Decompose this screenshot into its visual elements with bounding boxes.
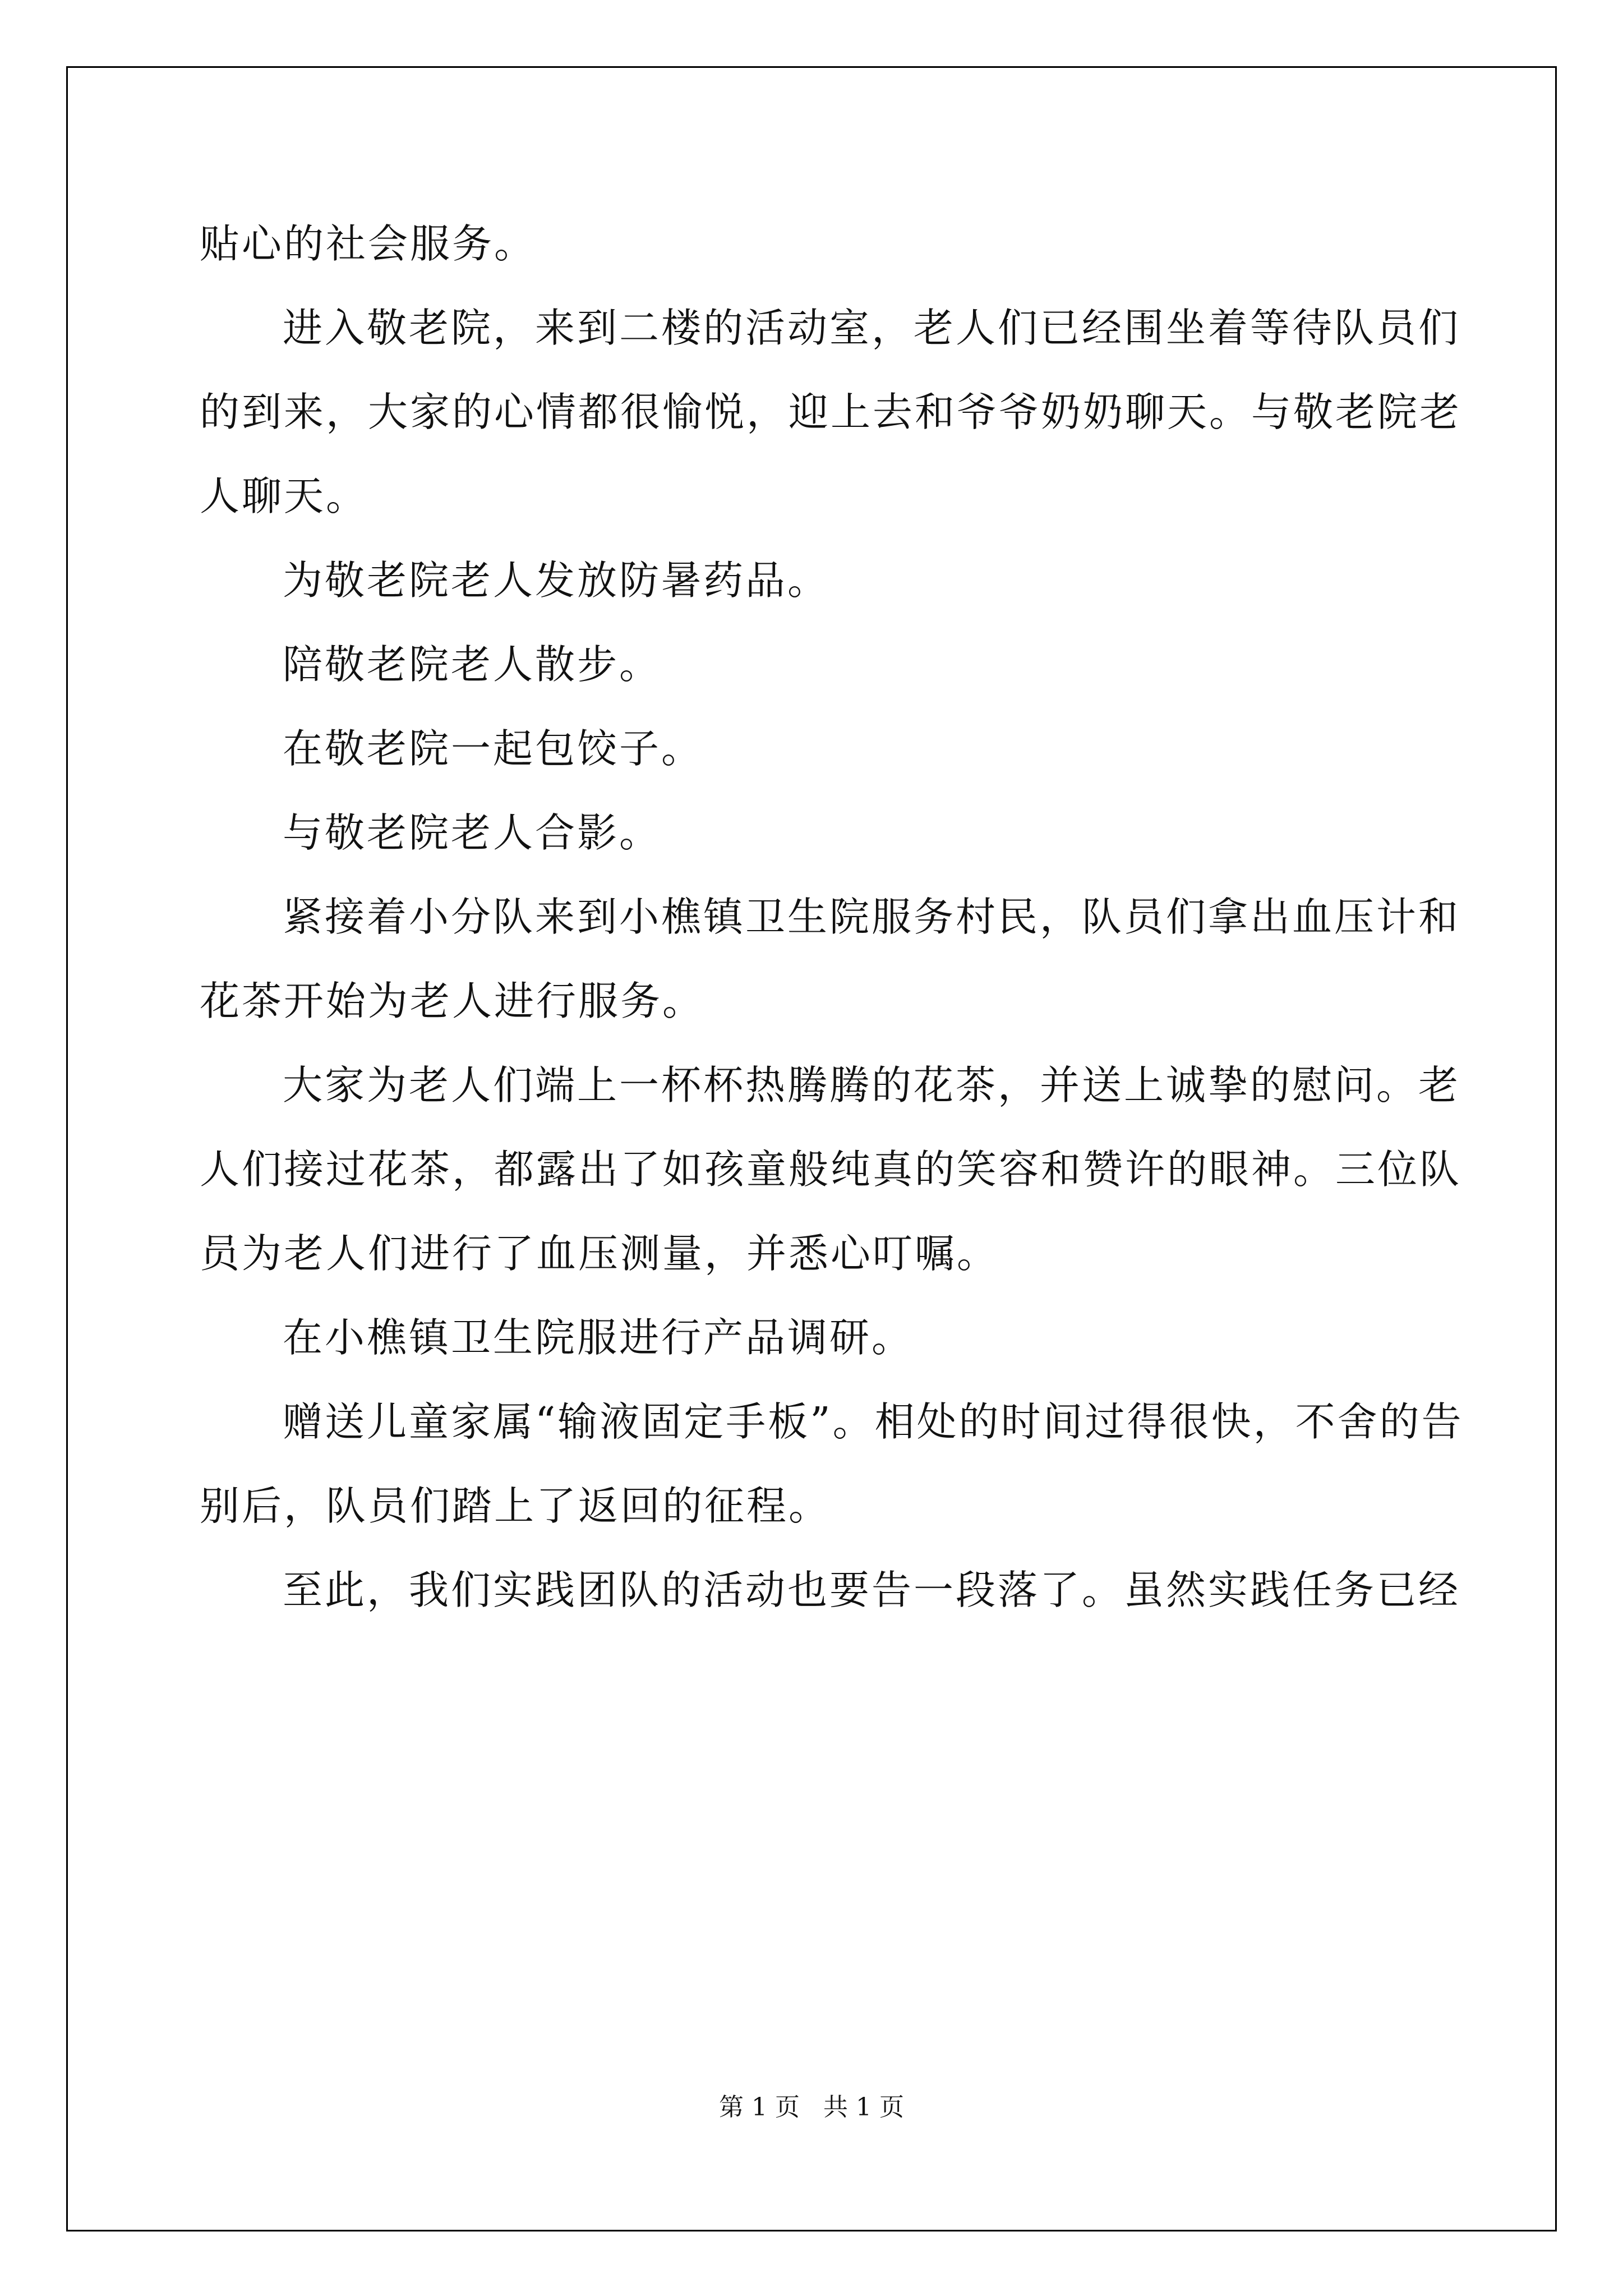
text-line: 为敬老院老人发放防暑药品。 bbox=[283, 557, 830, 604]
page-number: 第 1 页 bbox=[719, 2093, 800, 2122]
text-line: 别后，队员们踏上了返回的征程。 bbox=[200, 1483, 831, 1529]
text-line: 至此，我们实践团队的活动也要告一段落了。虽然实践任务已经 bbox=[283, 1567, 1461, 1613]
text-line: 在小樵镇卫生院服进行产品调研。 bbox=[283, 1314, 914, 1361]
text-line: 大家为老人们端上一杯杯热腾腾的花茶，并送上诚挚的慰问。老 bbox=[283, 1062, 1461, 1108]
text-line: 在敬老院一起包饺子。 bbox=[283, 725, 704, 772]
text-line: 进入敬老院，来到二楼的活动室，老人们已经围坐着等待队员们 bbox=[283, 305, 1461, 351]
text-line: 人们接过花茶，都露出了如孩童般纯真的笑容和赞许的眼神。三位队 bbox=[200, 1146, 1462, 1193]
page-footer bbox=[0, 2087, 1623, 2123]
text-line: 与敬老院老人合影。 bbox=[283, 809, 662, 856]
text-line: 陪敬老院老人散步。 bbox=[283, 641, 662, 688]
text-line: 员为老人们进行了血压测量，并悉心叮嘱。 bbox=[200, 1230, 999, 1277]
text-line: 赠送儿童家属“输液固定手板”。相处的时间过得很快，不舍的告 bbox=[283, 1398, 1464, 1445]
text-line: 的到来，大家的心情都很愉悦，迎上去和爷爷奶奶聊天。与敬老院老 bbox=[200, 389, 1462, 435]
document-body bbox=[200, 202, 1464, 1632]
text-line: 紧接着小分队来到小樵镇卫生院服务村民，队员们拿出血压计和 bbox=[283, 894, 1461, 940]
page-total: 共 1 页 bbox=[823, 2093, 904, 2122]
text-line: 花茶开始为老人进行服务。 bbox=[200, 978, 705, 1024]
text-line: 人聊天。 bbox=[200, 473, 368, 519]
text-line: 贴心的社会服务。 bbox=[200, 220, 537, 267]
